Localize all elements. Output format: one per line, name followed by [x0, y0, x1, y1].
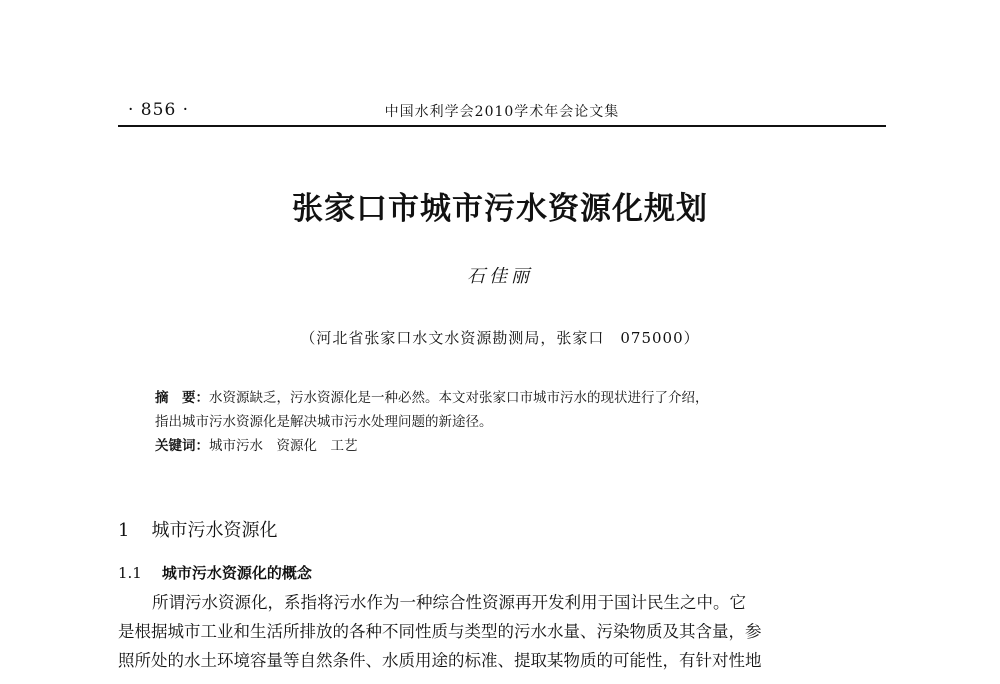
keywords-text: 城市污水 资源化 工艺 — [209, 438, 358, 454]
running-header — [118, 98, 886, 128]
body-line: 照所处的水土环境容量等自然条件、水质用途的标准、提取某物质的可能性，有针对性地 — [118, 651, 762, 670]
page-number: · 856 · — [128, 100, 190, 120]
subsection-title: 城市污水资源化的概念 — [161, 564, 312, 582]
body-line: 所谓污水资源化，系指将污水作为一种综合性资源再开发利用于国计民生之中。它 — [152, 593, 746, 612]
author: 石佳丽 — [467, 266, 533, 287]
body-text — [118, 588, 890, 675]
body-line: 是根据城市工业和生活所排放的各种不同性质与类型的污水水量、污染物质及其含量，参 — [118, 622, 762, 641]
keywords-label: 关键词： — [155, 438, 209, 454]
section-heading — [118, 516, 277, 542]
abstract — [155, 386, 875, 458]
paper-title: 张家口市城市污水资源化规划 — [292, 191, 708, 227]
abstract-label: 摘 要： — [155, 390, 209, 406]
subsection-number: 1.1 — [118, 564, 142, 582]
affiliation: （河北省张家口水文水资源勘测局，张家口 075000） — [300, 329, 700, 347]
abstract-text: 水资源缺乏，污水资源化是一种必然。本文对张家口市城市污水的现状进行了介绍， — [209, 390, 709, 406]
section-title: 城市污水资源化 — [151, 520, 278, 541]
keywords-line — [155, 434, 875, 458]
journal-title: 中国水利学会2010学术年会论文集 — [384, 104, 620, 120]
abstract-line: 指出城市污水资源化是解决城市污水处理问题的新途径。 — [155, 414, 493, 430]
abstract-line — [155, 386, 875, 410]
header-rule — [118, 125, 886, 127]
subsection-heading — [118, 562, 312, 583]
section-number: 1 — [118, 520, 130, 541]
